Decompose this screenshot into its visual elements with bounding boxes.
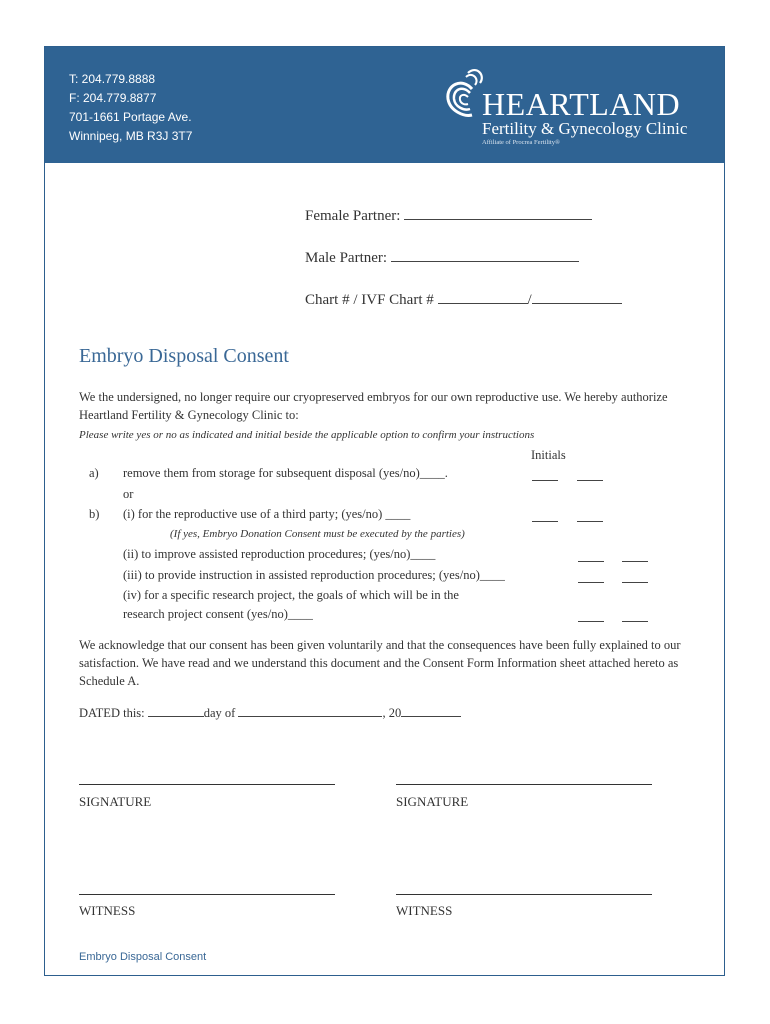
month-input[interactable]: [238, 706, 382, 717]
chart-number-field: [305, 291, 622, 309]
option-a-initial-2[interactable]: [577, 480, 603, 481]
witness-label-1: WITNESS: [79, 903, 136, 918]
logo-wordmark: HEARTLAND: [482, 86, 681, 122]
option-a-label: a): [89, 466, 99, 480]
option-b-iv-initial-2[interactable]: [622, 621, 648, 622]
option-a-text: remove them from storage for subsequent disposal (yes/no)____.: [123, 466, 448, 480]
witness-line-2[interactable]: [396, 894, 652, 895]
ivf-chart-number-input[interactable]: [532, 291, 622, 304]
male-partner-label: Male Partner:: [305, 250, 388, 266]
female-partner-field: [305, 207, 592, 225]
chart-number-label: Chart # / IVF Chart #: [305, 292, 434, 308]
city-address: Winnipeg, MB R3J 3T7: [69, 129, 193, 143]
option-a-initial-1[interactable]: [532, 480, 558, 481]
phone-number: T: 204.779.8888: [69, 72, 156, 86]
letterhead: [45, 47, 724, 163]
option-b-i-initial-2[interactable]: [577, 521, 603, 522]
document-title: Embryo Disposal Consent: [79, 345, 289, 367]
option-b-iii-initial-1[interactable]: [578, 582, 604, 583]
option-b-iv-initial-1[interactable]: [578, 621, 604, 622]
option-b-i-initial-1[interactable]: [532, 521, 558, 522]
female-partner-label: Female Partner:: [305, 208, 401, 224]
male-partner-field: [305, 249, 579, 267]
year-prefix-label: , 20: [382, 706, 402, 720]
intro-paragraph: We the undersigned, no longer require our cryopreserved embryos for our own reproductive use. We hereby authorize Heartland Fertility & Gynecology Clinic to:: [79, 390, 668, 422]
signature-line-1[interactable]: [79, 784, 335, 785]
witness-line-1[interactable]: [79, 894, 335, 895]
option-b-iv-text-line2: research project consent (yes/no)____: [123, 607, 313, 621]
male-partner-input[interactable]: [391, 249, 579, 262]
or-separator: or: [123, 487, 134, 501]
initials-heading: Initials: [531, 448, 566, 462]
logo-subtitle: Fertility & Gynecology Clinic: [482, 119, 688, 138]
acknowledgement-paragraph: We acknowledge that our consent has been given voluntarily and that the consequences have been fully explained to our satisfaction. We have read and we understand this document and the Consent Form Information sheet attached hereto as Schedule A.: [79, 638, 681, 688]
day-of-label: day of: [203, 706, 236, 720]
clinic-logo: [442, 67, 702, 151]
signature-label-2: SIGNATURE: [396, 794, 469, 809]
footer-title: Embryo Disposal Consent: [79, 951, 207, 963]
option-b-iv-text-line1: (iv) for a specific research project, the goals of which will be in the: [123, 588, 459, 602]
option-b-label: b): [89, 507, 100, 521]
instructions-note: Please write yes or no as indicated and initial beside the applicable option to confirm your instructions: [79, 429, 535, 441]
option-b-ii-initial-1[interactable]: [578, 561, 604, 562]
fax-number: F: 204.779.8877: [69, 91, 157, 105]
witness-label-2: WITNESS: [396, 903, 453, 918]
year-input[interactable]: [401, 706, 461, 717]
option-b-iii-text: (iii) to provide instruction in assisted reproduction procedures; (yes/no)____: [123, 568, 505, 582]
option-b-iii-initial-2[interactable]: [622, 582, 648, 583]
chart-number-input[interactable]: [438, 291, 528, 304]
heart-swirl-icon: [442, 67, 486, 123]
logo-affiliate: Affiliate of Procrea Fertility®: [482, 139, 560, 146]
donation-note: (If yes, Embryo Donation Consent must be executed by the parties): [170, 528, 465, 540]
option-b-ii-text: (ii) to improve assisted reproduction procedures; (yes/no)____: [123, 547, 436, 561]
clinic-contact: [69, 70, 192, 146]
chart-separator: /: [527, 292, 532, 308]
option-b-i-text: (i) for the reproductive use of a third party; (yes/no) ____: [123, 507, 411, 521]
dated-label: DATED this:: [79, 706, 145, 720]
signature-label-1: SIGNATURE: [79, 794, 152, 809]
option-b-ii-initial-2[interactable]: [622, 561, 648, 562]
female-partner-input[interactable]: [404, 207, 592, 220]
street-address: 701-1661 Portage Ave.: [69, 110, 192, 124]
dated-line: [79, 706, 461, 721]
signature-line-2[interactable]: [396, 784, 652, 785]
day-input[interactable]: [148, 706, 204, 717]
